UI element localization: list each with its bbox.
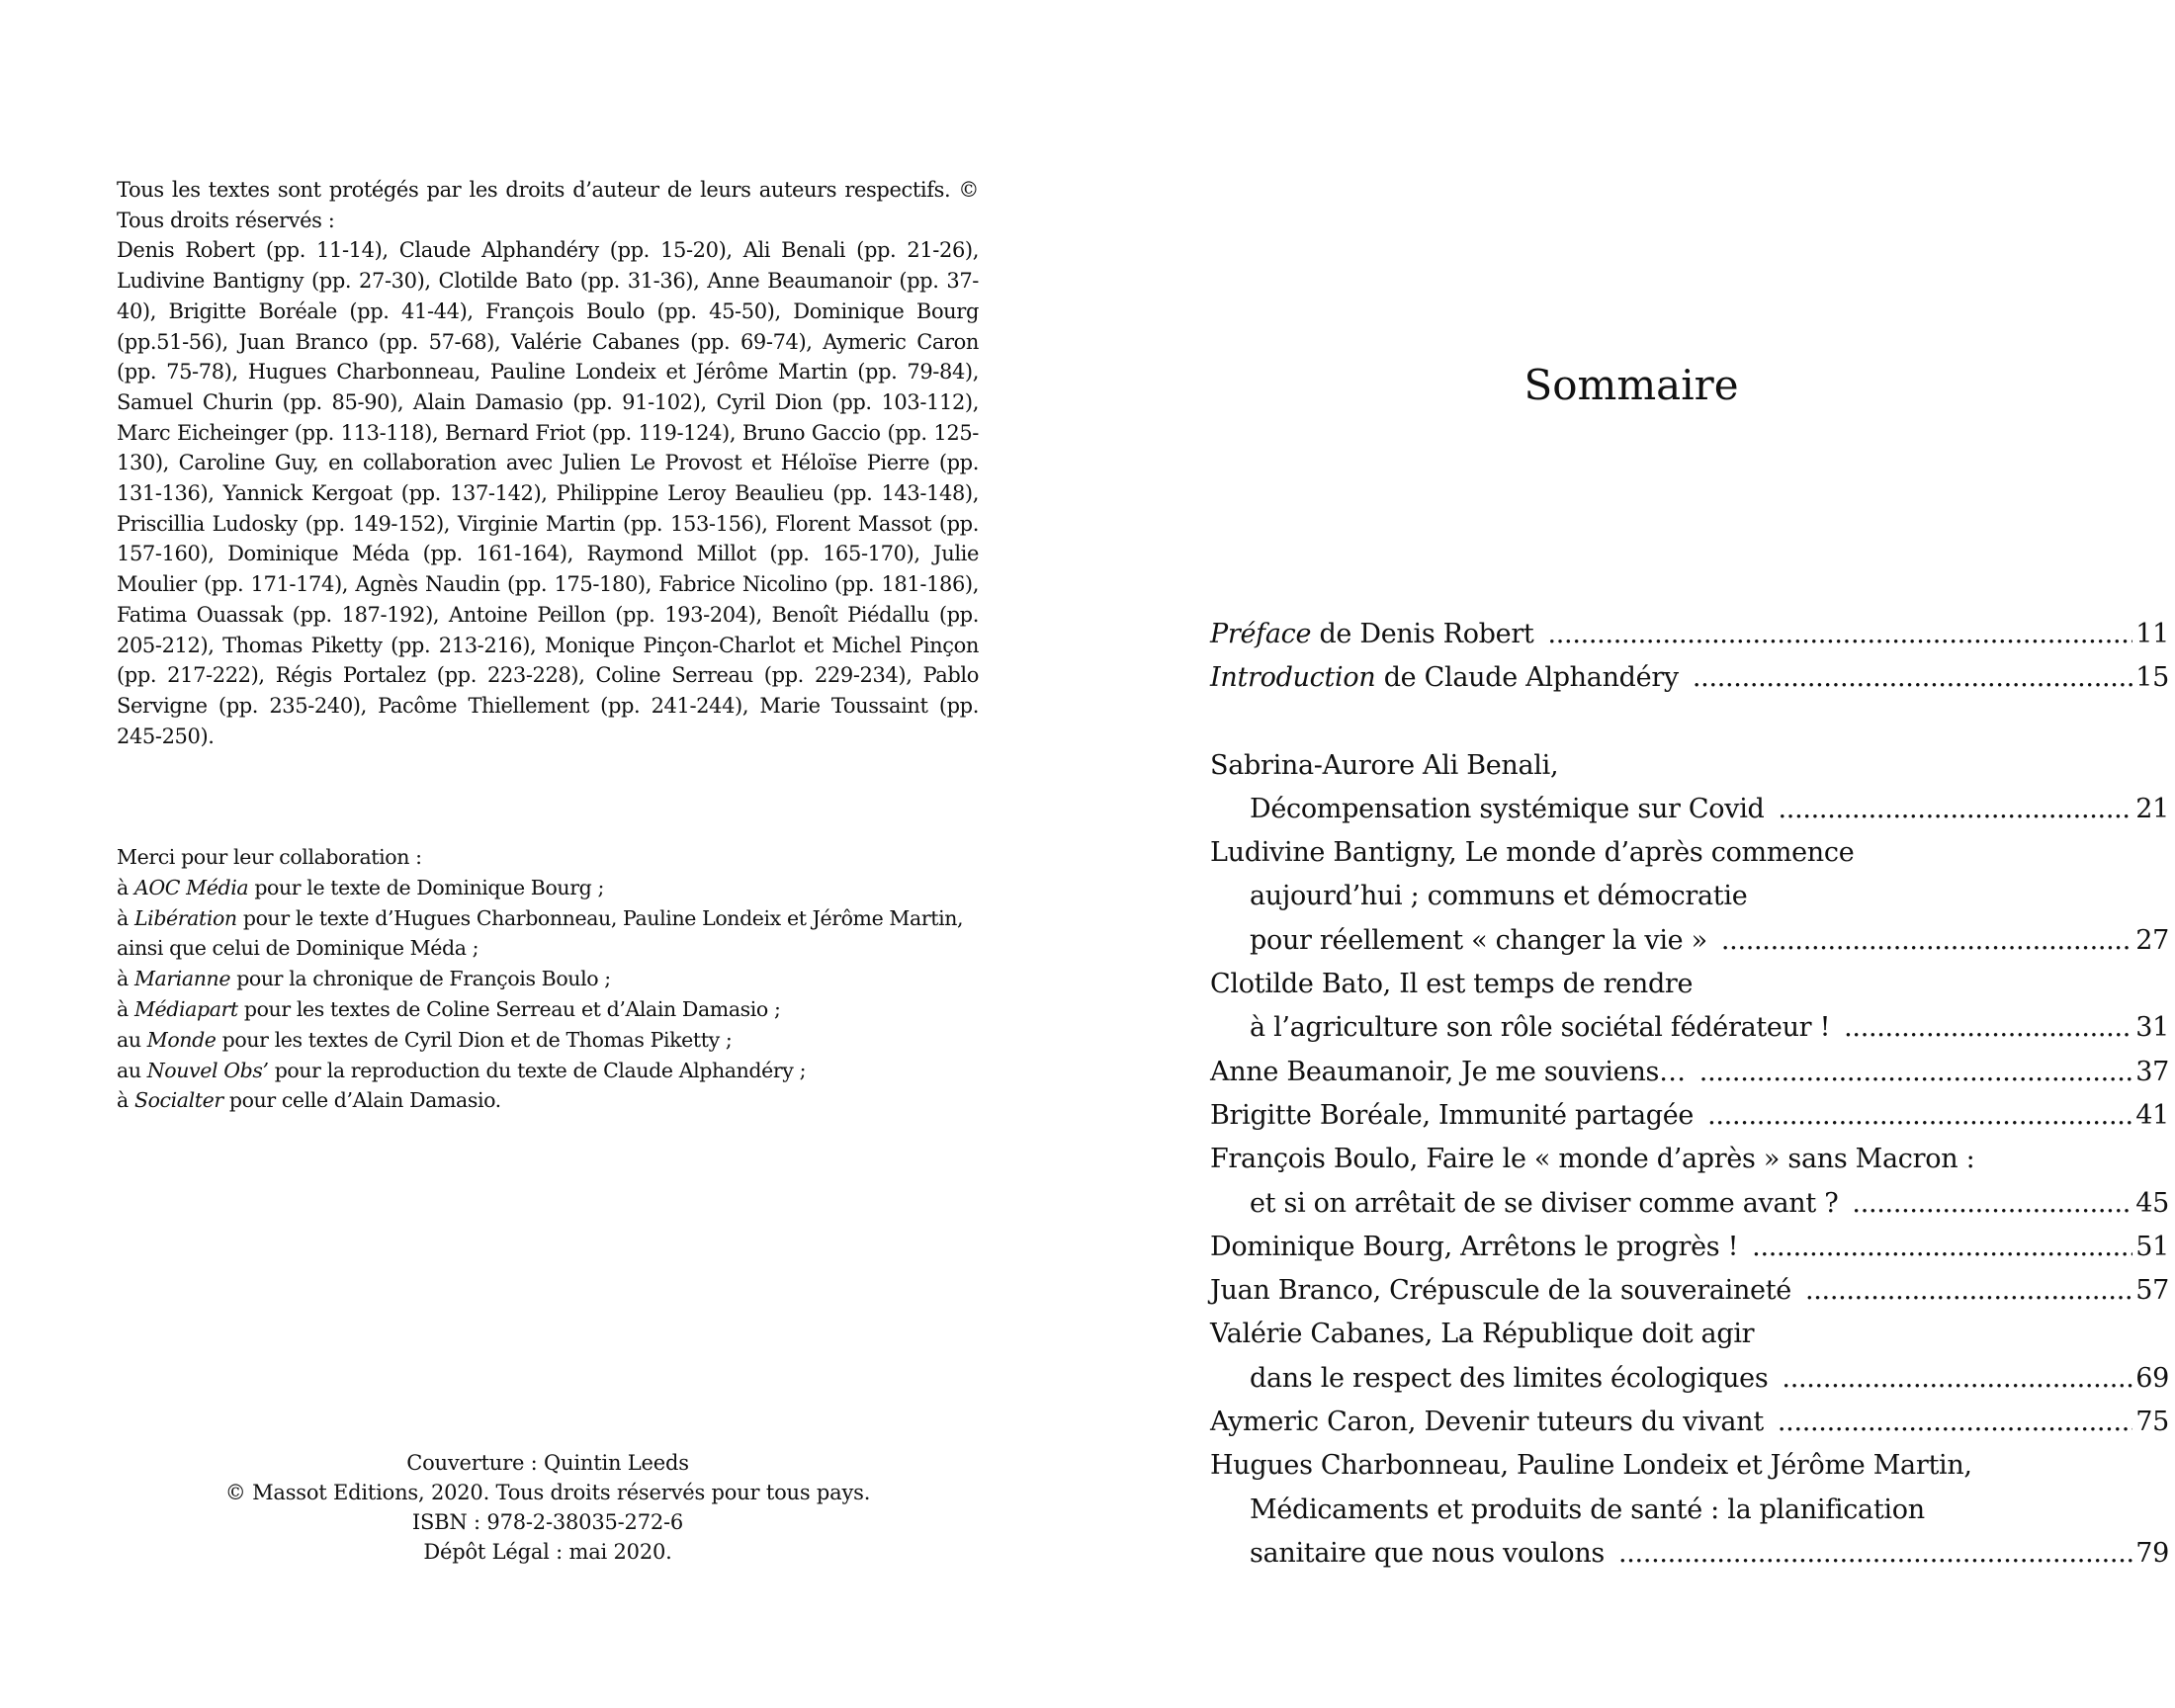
toc-line [1210, 1051, 2169, 1094]
toc-entry-title: Introduction de Claude Alphandéry [1210, 662, 1679, 694]
toc-entry-title: Sabrina-Aurore Ali Benali, [1210, 749, 1559, 781]
toc-page-number: 31 [2135, 1012, 2169, 1044]
toc-title: Sommaire [1523, 361, 1739, 409]
acknowledgement-text: pour le texte de Dominique Bourg ; [248, 875, 604, 899]
toc-entry-title: Brigitte Boréale, Immunité partagée [1210, 1099, 1695, 1131]
acknowledgements-heading: Merci pour leur collaboration : [117, 845, 422, 869]
acknowledgement-text: pour celle d’Alain Damasio. [222, 1088, 501, 1113]
toc-line [1210, 963, 2169, 1006]
acknowledgement-line [117, 1025, 987, 1056]
acknowledgement-line [117, 1056, 987, 1086]
toc-line [1210, 1226, 2169, 1269]
dot-leader [1699, 1051, 2132, 1094]
toc-page-number: 75 [2135, 1407, 2169, 1438]
dot-leader [1547, 613, 2132, 656]
isbn: ISBN : 978-2-38035-272-6 [411, 1510, 684, 1534]
toc-entry [1210, 1226, 2169, 1269]
toc-page-number: 15 [2135, 662, 2169, 694]
acknowledgement-prefix: à [117, 875, 134, 899]
dot-leader [1693, 656, 2132, 700]
acknowledgement-text: pour la chronique de François Boulo ; [230, 967, 611, 991]
media-name: Libération [133, 905, 237, 930]
toc-entry-title: Médicaments et produits de santé : la planification [1250, 1494, 1925, 1525]
toc-line [1210, 1094, 2169, 1138]
acknowledgement-prefix: au [117, 1058, 147, 1082]
toc-entry-title: sanitaire que nous voulons [1250, 1537, 1605, 1569]
acknowledgement-text: pour les textes de Coline Serreau et d’Alain Damasio ; [237, 996, 781, 1021]
media-name: Marianne [133, 967, 231, 991]
toc-entry [1210, 831, 2169, 963]
acknowledgement-prefix: à [117, 967, 134, 991]
acknowledgement-line [117, 903, 987, 934]
toc-entry-title: pour réellement « changer la vie » [1250, 924, 1707, 956]
cover-credit: Couverture : Quintin Leeds [406, 1451, 689, 1475]
acknowledgements [117, 842, 987, 1116]
table-of-contents [1210, 613, 2169, 1576]
toc-line [1210, 875, 2169, 918]
acknowledgement-line [117, 964, 987, 994]
toc-entry-title: Juan Branco, Crépuscule de la souveraineté [1210, 1275, 1791, 1307]
acknowledgement-prefix: au [117, 1027, 147, 1052]
toc-line [1210, 1444, 2169, 1488]
dot-leader [1752, 1226, 2132, 1269]
toc-line [1210, 1313, 2169, 1356]
toc-line [1210, 613, 2169, 656]
toc-line [1210, 788, 2169, 831]
acknowledgement-prefix: à [117, 1088, 134, 1113]
acknowledgement-line [117, 873, 987, 903]
toc-entry-title: Valérie Cabanes, La République doit agir [1210, 1319, 1755, 1350]
media-name: Médiapart [133, 996, 238, 1021]
publisher-copyright: © Massot Editions, 2020. Tous droits réservés pour tous pays. [224, 1481, 871, 1504]
toc-entry [1210, 1094, 2169, 1138]
toc-page-number: 37 [2135, 1056, 2169, 1087]
toc-entry-title: Aymeric Caron, Devenir tuteurs du vivant [1210, 1407, 1764, 1438]
acknowledgement-prefix: à [117, 996, 134, 1021]
toc-entry [1210, 963, 2169, 1051]
acknowledgement-line [117, 933, 987, 964]
toc-entry-title: Anne Beaumanoir, Je me souviens… [1210, 1056, 1686, 1087]
author-page-credits: Denis Robert (pp. 11-14), Claude Alphandéry (pp. 15-20), Ali Benali (pp. 21-26), Ludivine Bantigny (pp. 27-30), Clotilde Bato (pp. 31-36), Anne Beaumanoir (pp. 37-40), Brigitte Boréale (pp. 41-44), François Boulo (pp. 45-50), Dominique Bourg (pp.51-56), Juan Branco (pp. 57-68), Valérie Cabanes (pp. 69-74), Aymeric Caron (pp. 75-78), Hugues Charbonneau, Pauline Londeix et Jérôme Martin (pp. 79-84), Samuel Churin (pp. 85-90), Alain Damasio (pp. 91-102), Cyril Dion (pp. 103-112), Marc Eicheinger (pp. 113-118), Bernard Friot (pp. 119-124), Bruno Gaccio (pp. 125-130), Caroline Guy, en collaboration avec Julien Le Provost et Héloïse Pierre (pp. 131-136), Yannick Kergoat (pp. 137-142), Philippine Leroy Beaulieu (pp. 143-148), Priscillia Ludosky (pp. 149-152), Virginie Martin (pp. 153-156), Florent Massot (pp. 157-160), Dominique Méda (pp. 161-164), Raymond Millot (pp. 165-170), Julie Moulier (pp. 171-174), Agnès Naudin (pp. 175-180), Fabrice Nicolino (pp. 181-186), Fatima Ouassak (pp. 187-192), Antoine Peillon (pp. 193-204), Benoît Piédallu (pp. 205-212), Thomas Piketty (pp. 213-216), Monique Pinçon-Charlot et Michel Pinçon (pp. 217-222), Régis Portalez (pp. 223-228), Coline Serreau (pp. 229-234), Pablo Servigne (pp. 235-240), Pacôme Thiellement (pp. 241-244), Marie Toussaint (pp. 245-250). [117, 238, 979, 748]
toc-entry [1210, 1313, 2169, 1401]
toc-entry [1210, 1401, 2169, 1444]
dot-leader [1805, 1269, 2132, 1313]
toc-line [1210, 1357, 2169, 1401]
toc-line [1210, 1182, 2169, 1226]
toc-entry [1210, 744, 2169, 832]
toc-entry-title: Ludivine Bantigny, Le monde d’après commence [1210, 837, 1855, 869]
toc-entry-title: Dominique Bourg, Arrêtons le progrès ! [1210, 1231, 1739, 1262]
dot-leader [1844, 1006, 2132, 1050]
media-name: Socialter [133, 1088, 223, 1113]
toc-entry [1210, 1269, 2169, 1313]
toc-page-number: 41 [2135, 1099, 2169, 1131]
toc-line [1210, 1532, 2169, 1576]
toc-line [1210, 1269, 2169, 1313]
dot-leader [1852, 1182, 2132, 1226]
toc-line [1210, 1401, 2169, 1444]
toc-entry-title: et si on arrêtait de se diviser comme avant ? [1250, 1187, 1839, 1219]
toc-entry [1210, 1138, 2169, 1226]
toc-page-number: 21 [2135, 793, 2169, 824]
toc-line [1210, 1489, 2169, 1532]
dot-leader [1721, 919, 2132, 963]
media-name: Nouvel Obs’ [146, 1058, 269, 1082]
toc-line [1210, 919, 2169, 963]
legal-deposit: Dépôt Légal : mai 2020. [423, 1540, 672, 1564]
acknowledgement-text: pour le texte d’Hugues Charbonneau, Pauline Londeix et Jérôme Martin, [236, 905, 964, 930]
toc-entry [1210, 1444, 2169, 1576]
toc-line [1210, 1138, 2169, 1181]
toc-entry-title: aujourd’hui ; communs et démocratie [1250, 881, 1748, 912]
toc-entry-title: Décompensation systémique sur Covid [1250, 793, 1765, 824]
toc-entry-title: dans le respect des limites écologiques [1250, 1362, 1769, 1394]
toc-entry-title: à l’agriculture son rôle sociétal fédérateur ! [1250, 1012, 1831, 1044]
dot-leader [1707, 1094, 2132, 1138]
acknowledgement-text: pour les textes de Cyril Dion et de Thomas Piketty ; [216, 1027, 733, 1052]
copyright-credits [117, 175, 979, 751]
acknowledgements-list [117, 873, 987, 1116]
right-page [1088, 0, 2175, 1708]
toc-page-number: 57 [2135, 1275, 2169, 1307]
toc-entry-title: Clotilde Bato, Il est temps de rendre [1210, 969, 1694, 1000]
toc-page-number: 45 [2135, 1187, 2169, 1219]
toc-entry [1210, 1051, 2169, 1094]
acknowledgement-line [117, 994, 987, 1025]
dot-leader [1618, 1532, 2132, 1576]
toc-entry-title: François Boulo, Faire le « monde d’après » sans Macron : [1210, 1144, 1975, 1175]
acknowledgement-text: pour la reproduction du texte de Claude Alphandéry ; [268, 1058, 807, 1082]
dot-leader [1778, 1401, 2132, 1444]
toc-page-number: 27 [2135, 924, 2169, 956]
rights-statement: Tous les textes sont protégés par les droits d’auteur de leurs auteurs respectifs. © Tous droits réservés : [117, 178, 979, 232]
toc-line [1210, 656, 2169, 700]
toc-entry [1210, 656, 2169, 700]
toc-page-number: 69 [2135, 1362, 2169, 1394]
media-name: Monde [146, 1027, 217, 1052]
toc-line [1210, 1006, 2169, 1050]
dot-leader [1782, 1357, 2132, 1401]
toc-page-number: 79 [2135, 1537, 2169, 1569]
acknowledgement-text: ainsi que celui de Dominique Méda ; [117, 936, 479, 961]
toc-page-number: 51 [2135, 1231, 2169, 1262]
acknowledgement-line [117, 1085, 987, 1116]
colophon [117, 1448, 979, 1567]
toc-entry-title: Hugues Charbonneau, Pauline Londeix et Jérôme Martin, [1210, 1450, 1972, 1482]
acknowledgement-prefix: à [117, 905, 134, 930]
toc-page-number: 11 [2135, 619, 2169, 649]
toc-line [1210, 744, 2169, 788]
toc-entry-title: Préface de Denis Robert [1210, 619, 1534, 649]
dot-leader [1779, 788, 2133, 831]
media-name: AOC Média [133, 875, 249, 899]
toc-entry [1210, 613, 2169, 656]
toc-line [1210, 831, 2169, 875]
